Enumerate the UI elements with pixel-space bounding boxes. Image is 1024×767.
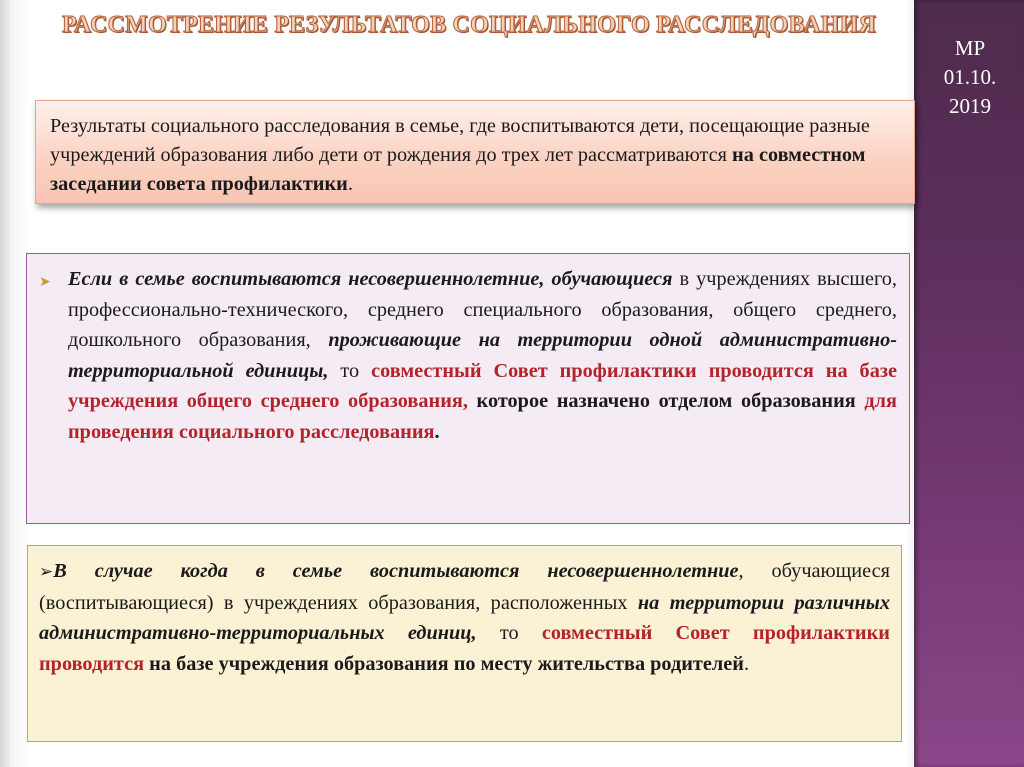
case-one-end: . (434, 420, 440, 443)
case-one-institutions: в учреждениях высшего, профессионально-технического, среднего специального образования, общего среднего, дошкольного образования, (68, 268, 897, 351)
case-one-condition: Если в семье воспитываются несовершеннолетние, обучающиеся (68, 268, 673, 290)
case-one-assigned: которое назначено отделом образования (467, 390, 865, 412)
case-two-territory: на территории различных административно-территориальных единиц, (39, 591, 890, 644)
case-two-institutions: , обучающиеся (воспитывающиеся) в учреждениях образования, расположенных (39, 560, 890, 614)
case-one-purpose: для проведения социального расследования (68, 390, 897, 443)
left-stripe (0, 0, 10, 767)
case-two-location: на базе учреждения образования по месту жительства родителей (144, 652, 744, 675)
date-label: МР 01.10. 2019 (943, 36, 997, 118)
case-one-box (26, 253, 910, 524)
intro-highlight: на совместном заседании совета профилактики (50, 144, 866, 195)
case-one-then: то (328, 359, 372, 382)
case-one-council: совместный Совет профилактики проводится на базе учреждения общего среднего образования, (68, 359, 897, 412)
case-two-box (27, 545, 902, 742)
intro-box (35, 100, 915, 204)
case-two-condition: В случае когда в семье воспитываются несовершеннолетние (53, 560, 739, 582)
intro-text: Результаты социального расследования в семье, где воспитываются дети, посещающие разные учреждений образования либо дети от рождения до трех лет рассматриваются (50, 115, 870, 166)
case-one-territory: проживающие на территории одной административно-территориальной единицы, (68, 329, 897, 382)
intro-end: . (347, 173, 353, 195)
slide-title: РАССМОТРЕНИЕ РЕЗУЛЬТАТОВ СОЦИАЛЬНОГО РАССЛЕДОВАНИЯ (61, 12, 876, 38)
arrow-bullet-icon: ➤ (39, 274, 51, 290)
case-two-then: то (476, 622, 542, 644)
case-two-council: совместный Совет профилактики проводится (39, 622, 890, 675)
arrow-bullet-icon: ➢ (39, 562, 54, 582)
case-two-end: . (743, 652, 750, 675)
